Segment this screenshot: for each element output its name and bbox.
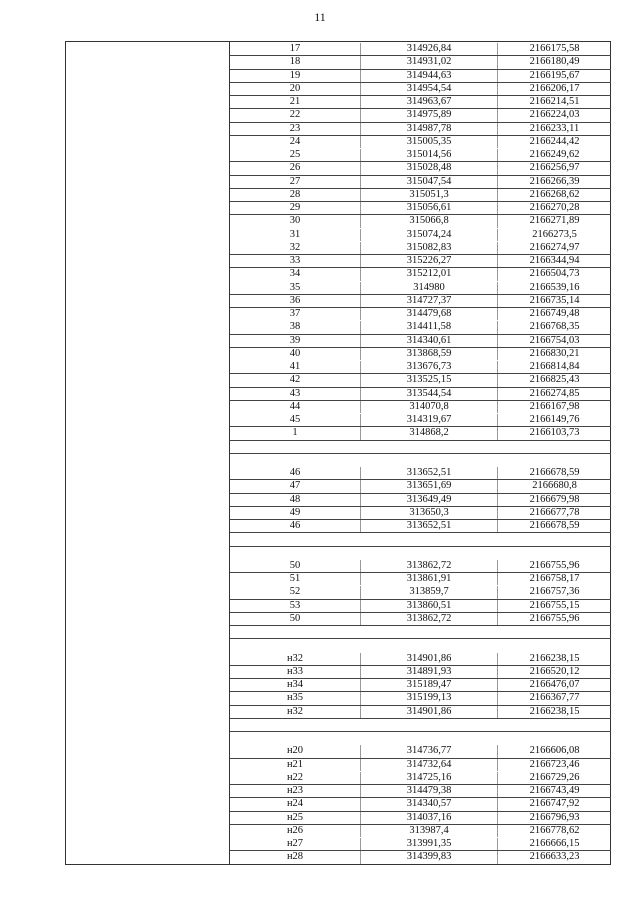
y-coordinate-cell: 2166796,93 — [529, 811, 580, 823]
table-row — [230, 493, 611, 506]
y-coordinate-cell: 2166539,16 — [529, 281, 580, 293]
x-coordinate-cell: 314340,57 — [360, 798, 498, 810]
page-number: 11 — [314, 10, 326, 24]
y-coordinate-cell: 2166175,58 — [529, 43, 580, 54]
x-coordinate-cell: 314901,86 — [360, 706, 498, 718]
y-coordinate-cell: 2166224,03 — [529, 109, 580, 121]
table-left-cell — [66, 42, 230, 864]
point-number-cell: 23 — [289, 122, 301, 134]
y-coordinate-cell: 2166743,49 — [529, 785, 580, 796]
table-row — [230, 850, 611, 863]
table-row — [230, 572, 611, 585]
table-row — [230, 784, 611, 797]
x-coordinate-cell: 315014,56 — [360, 149, 498, 161]
y-coordinate-cell: 2166274,85 — [529, 387, 580, 399]
table-row — [230, 691, 611, 704]
table-row — [230, 585, 611, 598]
x-coordinate-cell: 313544,54 — [360, 388, 498, 400]
table-row — [230, 413, 611, 426]
point-number-cell — [230, 732, 360, 744]
x-coordinate-cell — [360, 639, 498, 651]
table-row — [230, 281, 611, 294]
point-number-cell — [230, 441, 360, 453]
point-number-cell — [230, 533, 360, 545]
y-coordinate-cell: 2166758,17 — [529, 573, 580, 584]
point-number-cell — [230, 719, 360, 731]
point-number-cell: 31 — [289, 228, 301, 240]
y-coordinate-cell: 2166666,15 — [529, 838, 580, 849]
table-row — [230, 466, 611, 479]
x-coordinate-cell: 314736,77 — [360, 745, 498, 757]
point-number-cell: 46 — [289, 520, 301, 531]
y-coordinate-cell — [498, 441, 611, 453]
y-coordinate-cell: 2166149,76 — [529, 414, 580, 425]
point-number-cell: н23 — [286, 785, 304, 796]
y-coordinate-cell: 2166268,62 — [529, 188, 580, 200]
x-coordinate-cell: 315051,3 — [360, 189, 498, 201]
x-coordinate-cell: 315082,83 — [360, 242, 498, 254]
x-coordinate-cell: 313987,4 — [360, 825, 498, 837]
point-number-cell: н20 — [286, 745, 304, 757]
point-number-cell — [230, 454, 360, 466]
table-row — [230, 254, 611, 267]
x-coordinate-cell: 313525,15 — [360, 374, 498, 386]
y-coordinate-cell: 2166680,8 — [532, 480, 577, 492]
point-number-cell — [230, 639, 360, 651]
point-number-cell: 1 — [292, 427, 298, 439]
table-row-blank — [230, 532, 611, 545]
x-coordinate-cell: 314963,67 — [360, 96, 498, 108]
y-coordinate-cell: 2166244,42 — [529, 135, 580, 147]
point-number-cell: 35 — [289, 281, 301, 293]
x-coordinate-cell — [360, 732, 498, 744]
x-coordinate-cell — [360, 626, 498, 638]
point-number-cell: 30 — [289, 215, 301, 227]
point-number-cell: 49 — [289, 506, 301, 518]
table-row — [230, 797, 611, 810]
table-row — [230, 599, 611, 612]
point-number-cell: 26 — [289, 162, 301, 174]
point-number-cell: 34 — [289, 268, 301, 280]
table-row — [230, 705, 611, 718]
point-number-cell: 19 — [289, 69, 301, 81]
point-number-cell: 53 — [289, 599, 301, 611]
point-number-cell: н35 — [286, 692, 304, 704]
table-row — [230, 479, 611, 492]
y-coordinate-cell: 2166679,98 — [529, 493, 580, 505]
table-row — [230, 55, 611, 68]
table-row — [230, 135, 611, 148]
y-coordinate-cell: 2166238,15 — [529, 652, 580, 664]
x-coordinate-cell: 314926,84 — [360, 43, 498, 55]
point-number-cell: 36 — [289, 294, 301, 306]
table-row — [230, 228, 611, 241]
x-coordinate-cell: 314319,67 — [360, 414, 498, 426]
x-coordinate-cell: 314891,93 — [360, 666, 498, 678]
point-number-cell: 29 — [289, 202, 301, 213]
table-row — [230, 373, 611, 386]
x-coordinate-cell: 313862,72 — [360, 613, 498, 625]
y-coordinate-cell: 2166520,12 — [529, 665, 580, 677]
y-coordinate-cell: 2166233,11 — [529, 122, 580, 134]
point-number-cell: н26 — [286, 824, 304, 836]
table-row — [230, 82, 611, 95]
point-number-cell: 45 — [289, 414, 301, 425]
table-row — [230, 519, 611, 532]
x-coordinate-cell: 313651,69 — [360, 480, 498, 492]
point-number-cell: н22 — [286, 771, 304, 783]
y-coordinate-cell: 2166103,73 — [529, 427, 580, 439]
x-coordinate-cell: 313862,72 — [360, 560, 498, 572]
table-rows — [230, 42, 611, 864]
point-number-cell: 18 — [289, 56, 301, 68]
x-coordinate-cell: 314479,68 — [360, 308, 498, 320]
table-row-blank — [230, 453, 611, 466]
x-coordinate-cell: 313991,35 — [360, 838, 498, 850]
table-row — [230, 758, 611, 771]
x-coordinate-cell — [360, 441, 498, 453]
y-coordinate-cell: 2166729,26 — [529, 771, 580, 783]
y-coordinate-cell: 2166768,35 — [529, 321, 580, 333]
y-coordinate-cell: 2166814,84 — [529, 361, 580, 372]
point-number-cell: 37 — [289, 308, 301, 319]
y-coordinate-cell — [498, 547, 611, 559]
point-number-cell: 17 — [289, 43, 301, 54]
table-row — [230, 387, 611, 400]
point-number-cell: 47 — [289, 480, 301, 492]
y-coordinate-cell: 2166180,49 — [529, 56, 580, 68]
table-row — [230, 320, 611, 333]
x-coordinate-cell: 314944,63 — [360, 70, 498, 82]
point-number-cell: н34 — [286, 679, 304, 690]
y-coordinate-cell: 2166367,77 — [529, 692, 580, 704]
y-coordinate-cell: 2166677,78 — [529, 506, 580, 518]
x-coordinate-cell: 314975,89 — [360, 109, 498, 121]
table-row — [230, 612, 611, 625]
y-coordinate-cell: 2166755,96 — [529, 612, 580, 624]
x-coordinate-cell: 315056,61 — [360, 202, 498, 214]
y-coordinate-cell: 2166238,15 — [529, 705, 580, 717]
point-number-cell: 22 — [289, 109, 301, 121]
y-coordinate-cell: 2166678,59 — [529, 467, 580, 478]
point-number-cell: 44 — [289, 400, 301, 412]
y-coordinate-cell: 2166749,48 — [529, 308, 580, 319]
x-coordinate-cell: 314954,54 — [360, 83, 498, 95]
y-coordinate-cell: 2166754,03 — [529, 334, 580, 346]
table-row-blank — [230, 718, 611, 731]
coordinates-table — [65, 41, 611, 865]
x-coordinate-cell: 313868,59 — [360, 348, 498, 360]
table-row — [230, 652, 611, 665]
y-coordinate-cell: 2166606,08 — [529, 745, 580, 757]
table-row — [230, 95, 611, 108]
x-coordinate-cell: 314732,64 — [360, 759, 498, 771]
point-number-cell: 24 — [289, 135, 301, 147]
x-coordinate-cell: 314725,16 — [360, 772, 498, 784]
x-coordinate-cell — [360, 533, 498, 545]
point-number-cell: н32 — [286, 705, 304, 717]
x-coordinate-cell: 314411,58 — [360, 321, 498, 333]
point-number-cell: 39 — [289, 334, 301, 346]
x-coordinate-cell: 313652,51 — [360, 467, 498, 479]
table-row — [230, 771, 611, 784]
x-coordinate-cell: 315047,54 — [360, 176, 498, 188]
x-coordinate-cell: 314987,78 — [360, 123, 498, 135]
point-number-cell: 46 — [289, 467, 301, 478]
x-coordinate-cell: 315199,13 — [360, 692, 498, 704]
point-number-cell: 42 — [289, 374, 301, 386]
point-number-cell: 21 — [289, 96, 301, 107]
y-coordinate-cell: 2166195,67 — [529, 69, 580, 81]
x-coordinate-cell — [360, 454, 498, 466]
x-coordinate-cell: 313650,3 — [360, 507, 498, 519]
point-number-cell: 33 — [289, 255, 301, 266]
x-coordinate-cell: 315226,27 — [360, 255, 498, 267]
table-row — [230, 42, 611, 55]
y-coordinate-cell — [498, 454, 611, 466]
point-number-cell: 41 — [289, 361, 301, 372]
point-number-cell: 52 — [289, 586, 301, 598]
y-coordinate-cell: 2166678,59 — [529, 520, 580, 531]
point-number-cell: 32 — [289, 241, 301, 253]
table-row — [230, 347, 611, 360]
table-row — [230, 201, 611, 214]
point-number-cell: н25 — [286, 811, 304, 823]
x-coordinate-cell: 313860,51 — [360, 600, 498, 612]
x-coordinate-cell: 315028,48 — [360, 162, 498, 174]
x-coordinate-cell: 313676,73 — [360, 361, 498, 373]
x-coordinate-cell — [360, 719, 498, 731]
y-coordinate-cell: 2166256,97 — [529, 162, 580, 174]
point-number-cell — [230, 547, 360, 559]
table-row — [230, 426, 611, 439]
table-row — [230, 678, 611, 691]
y-coordinate-cell: 2166723,46 — [529, 758, 580, 770]
table-row — [230, 148, 611, 161]
point-number-cell: н21 — [286, 758, 304, 770]
table-row — [230, 175, 611, 188]
point-number-cell: 27 — [289, 175, 301, 187]
x-coordinate-cell: 313652,51 — [360, 520, 498, 532]
table-row — [230, 837, 611, 850]
y-coordinate-cell: 2166167,98 — [529, 400, 580, 412]
x-coordinate-cell: 313861,91 — [360, 573, 498, 585]
table-row-blank — [230, 638, 611, 651]
point-number-cell: 40 — [289, 347, 301, 359]
table-row — [230, 267, 611, 280]
table-row — [230, 294, 611, 307]
x-coordinate-cell: 313649,49 — [360, 494, 498, 506]
table-row — [230, 559, 611, 572]
x-coordinate-cell: 314868,2 — [360, 427, 498, 439]
y-coordinate-cell — [498, 639, 611, 651]
table-row — [230, 108, 611, 121]
table-row — [230, 214, 611, 227]
x-coordinate-cell: 314727,37 — [360, 295, 498, 307]
x-coordinate-cell: 314340,61 — [360, 335, 498, 347]
y-coordinate-cell — [498, 533, 611, 545]
table-row — [230, 665, 611, 678]
y-coordinate-cell — [498, 626, 611, 638]
point-number-cell: 51 — [289, 573, 301, 584]
x-coordinate-cell: 313859,7 — [360, 586, 498, 598]
y-coordinate-cell: 2166735,14 — [529, 294, 580, 306]
table-row-blank — [230, 546, 611, 559]
table-row — [230, 400, 611, 413]
table-row-blank — [230, 731, 611, 744]
point-number-cell: н28 — [286, 851, 304, 863]
x-coordinate-cell: 314901,86 — [360, 653, 498, 665]
x-coordinate-cell: 314070,8 — [360, 401, 498, 413]
point-number-cell: н33 — [286, 665, 304, 677]
table-row — [230, 360, 611, 373]
y-coordinate-cell: 2166825,43 — [529, 374, 580, 386]
table-row — [230, 69, 611, 82]
table-row — [230, 334, 611, 347]
table-row — [230, 744, 611, 757]
point-number-cell — [230, 626, 360, 638]
x-coordinate-cell: 315005,35 — [360, 136, 498, 148]
x-coordinate-cell — [360, 547, 498, 559]
table-row — [230, 122, 611, 135]
x-coordinate-cell: 314980 — [360, 282, 498, 294]
point-number-cell: 20 — [289, 82, 301, 94]
y-coordinate-cell: 2166747,92 — [529, 798, 580, 810]
x-coordinate-cell: 315189,47 — [360, 679, 498, 691]
y-coordinate-cell: 2166249,62 — [529, 149, 580, 160]
table-row — [230, 506, 611, 519]
x-coordinate-cell: 315074,24 — [360, 229, 498, 241]
y-coordinate-cell: 2166271,89 — [529, 215, 580, 227]
y-coordinate-cell: 2166633,23 — [529, 851, 580, 863]
point-number-cell: 50 — [289, 612, 301, 624]
y-coordinate-cell: 2166755,96 — [529, 559, 580, 571]
x-coordinate-cell: 315212,01 — [360, 268, 498, 280]
y-coordinate-cell: 2166476,07 — [529, 679, 580, 690]
point-number-cell: н27 — [286, 838, 304, 849]
table-row — [230, 824, 611, 837]
x-coordinate-cell: 314479,38 — [360, 785, 498, 797]
table-row — [230, 241, 611, 254]
table-row — [230, 811, 611, 824]
y-coordinate-cell: 2166274,97 — [529, 241, 580, 253]
y-coordinate-cell: 2166344,94 — [529, 255, 580, 266]
table-row — [230, 188, 611, 201]
y-coordinate-cell — [498, 732, 611, 744]
point-number-cell: н32 — [286, 652, 304, 664]
y-coordinate-cell: 2166830,21 — [529, 347, 580, 359]
y-coordinate-cell: 2166266,39 — [529, 175, 580, 187]
point-number-cell: н24 — [286, 798, 304, 810]
y-coordinate-cell: 2166206,17 — [529, 82, 580, 94]
y-coordinate-cell: 2166757,36 — [529, 586, 580, 598]
y-coordinate-cell: 2166273,5 — [532, 228, 577, 240]
table-row — [230, 307, 611, 320]
y-coordinate-cell: 2166504,73 — [529, 268, 580, 280]
point-number-cell: 25 — [289, 149, 301, 160]
y-coordinate-cell — [498, 719, 611, 731]
point-number-cell: 28 — [289, 188, 301, 200]
point-number-cell: 48 — [289, 493, 301, 505]
x-coordinate-cell: 314037,16 — [360, 812, 498, 824]
y-coordinate-cell: 2166270,28 — [529, 202, 580, 213]
table-row-blank — [230, 440, 611, 453]
table-row — [230, 161, 611, 174]
y-coordinate-cell: 2166214,51 — [529, 96, 580, 107]
y-coordinate-cell: 2166778,62 — [529, 824, 580, 836]
x-coordinate-cell: 314931,02 — [360, 56, 498, 68]
point-number-cell: 43 — [289, 387, 301, 399]
y-coordinate-cell: 2166755,15 — [529, 599, 580, 611]
table-row-blank — [230, 625, 611, 638]
x-coordinate-cell: 315066,8 — [360, 215, 498, 227]
point-number-cell: 50 — [289, 559, 301, 571]
x-coordinate-cell: 314399,83 — [360, 851, 498, 863]
point-number-cell: 38 — [289, 321, 301, 333]
